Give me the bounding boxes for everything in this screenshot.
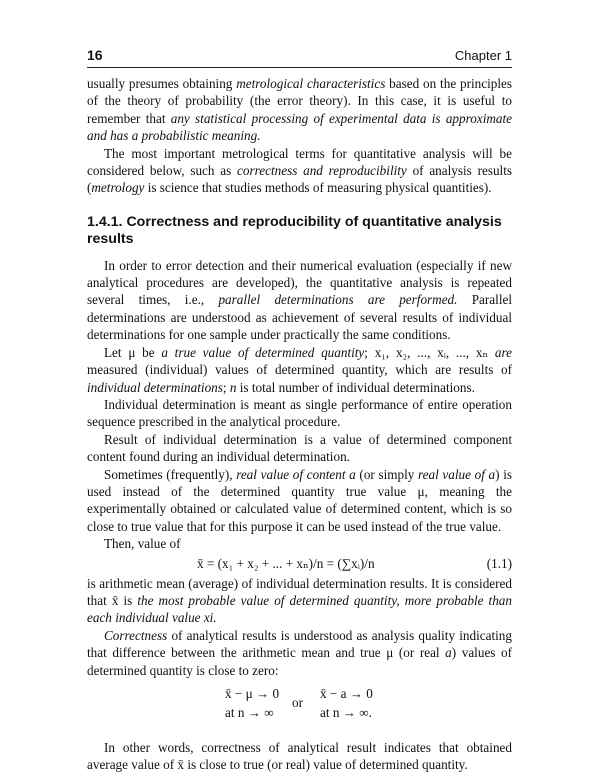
paragraph-then: Then, value of [104,536,181,552]
equation-number: (1.1) [486,555,512,571]
paragraph-conclusion: In other words, correctness of analytical result indicates that obtained average value of x̄ is close to true (or real) value of determined quantity. [87,740,512,773]
section-heading: 1.4.1. Correctness and reproducibility of quantitative analysis results [87,213,502,248]
limit-expressions [87,683,512,733]
page-body [87,75,512,774]
chapter-label: Chapter 1 [454,48,512,63]
limit-left-expression: x̄ − μ → 0 [225,686,280,701]
equation-formula: x̄ = (x₁ + x₂ + ... + xₙ)/n = (∑xᵢ)/n [197,555,375,571]
paragraph-correctness: Correctness of analytical results is understood as analysis quality indicating that difference between the arithmetic mean and true μ (or real a) values of determined quantity is close to zero: [87,627,512,678]
limit-or: or [292,695,303,710]
paragraph-intro: usually presumes obtaining metrological characteristics based on the principles of the theory of probability (the error theory). In this case, it is useful to remember that any statistical processing of experimental data is approximate and has a probabilistic meaning. [87,76,513,144]
header-rule [87,67,512,68]
limit-right-condition: at n → ∞. [320,705,372,720]
page-header [87,47,512,63]
paragraph-individual-determination: Individual determination is meant as single performance of entire operation sequence prescribed in the analytical procedure. [87,396,512,430]
paragraph-definitions: Let μ be a true value of determined quantity; x₁, x₂, ..., xᵢ, ..., xₙ are measured (individual) values of determined quantity, which are results of individual determinations; n is total number of individual determinations. [87,344,512,395]
limit-left-condition: at n → ∞ [225,705,274,720]
paragraph-mean: is arithmetic mean (average) of individual determination results. It is considered that x̄ is the most probable value of determined quantity, more probable than each individual value xi. [87,575,512,626]
paragraph-real-value: Sometimes (frequently), real value of content a (or simply real value of a) is used instead of the determined quantity true value μ, meaning the experimentally obtained or calculated value of determined content, which is so close to true value that for this purpose it can be used instead of the true value. [87,466,512,534]
page-number: 16 [87,47,103,63]
limit-right-expression: x̄ − a → 0 [320,686,373,701]
paragraph-terms: The most important metrological terms for quantitative analysis will be considered below, such as correctness and reproducibility of analysis results (metrology is science that studies methods of measuring physical quantities). [87,145,513,196]
paragraph-parallel: In order to error detection and their numerical evaluation (especially if new analytical procedures are developed), the quantitative analysis is repeated several times, i.e., parallel determinations are performed. Parallel determinations are understood as achievement of several results of individual determinations for one sample under practically the same conditions. [87,257,513,343]
paragraph-individual-result: Result of individual determination is a value of determined component content found during an individual determination. [87,431,512,465]
equation-1-1 [87,553,512,575]
